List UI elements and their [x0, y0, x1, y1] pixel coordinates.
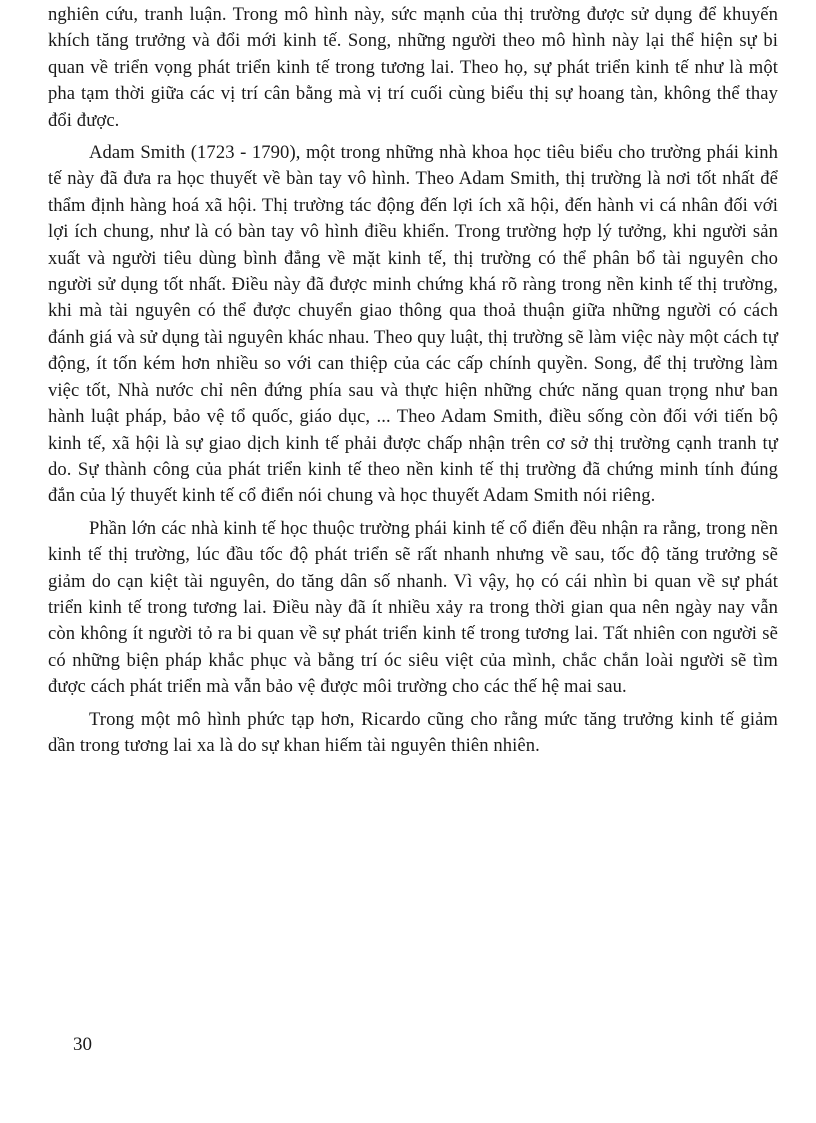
paragraph-adam-smith: Adam Smith (1723 - 1790), một trong những nhà khoa học tiêu biểu cho trường phái kinh tế này đã đưa ra học thuyết về bàn tay vô hình. Theo Adam Smith, thị trường là nơi tốt nhất để thẩm định hàng hoá xã hội. Thị trường tác động đến lợi ích xã hội, đến hành vi cá nhân đối với lợi ích chung, như là có bàn tay vô hình điều khiển. Trong trường hợp lý tưởng, khi người sản xuất và người tiêu dùng bình đẳng về mặt kinh tế, thị trường có thể phân bổ tài nguyên cho người sử dụng tốt nhất. Điều này đã được minh chứng khá rõ ràng trong nền kinh tế thị trường, khi mà tài nguyên có thể được chuyển giao thông qua thoả thuận giữa những người có cách đánh giá và sử dụng tài nguyên khác nhau. Theo quy luật, thị trường sẽ làm việc này một cách tự động, ít tốn kém hơn nhiều so với can thiệp của các cấp chính quyền. Song, để thị trường làm việc tốt, Nhà nước chỉ nên đứng phía sau và thực hiện những chức năng quan trọng như ban hành luật pháp, bảo vệ tổ quốc, giáo dục, ... Theo Adam Smith, điều sống còn đối với tiến bộ kinh tế, xã hội là sự giao dịch kinh tế phải được chấp nhận trên cơ sở thị trường cạnh tranh tự do. Sự thành công của phát triển kinh tế theo nền kinh tế thị trường đã chứng minh tính đúng đắn của lý thuyết kinh tế cổ điển nói chung và học thuyết Adam Smith nói riêng.	[48, 142, 778, 507]
page-body	[48, 2, 778, 765]
paragraph-classical-economists: Phần lớn các nhà kinh tế học thuộc trường phái kinh tế cổ điển đều nhận ra rằng, trong nền kinh tế thị trường, lúc đầu tốc độ phát triển sẽ rất nhanh nhưng về sau, tốc độ tăng trưởng sẽ giảm do cạn kiệt tài nguyên, do tăng dân số nhanh. Vì vậy, họ có cái nhìn bi quan về sự phát triển kinh tế trong tương lai. Điều này đã ít nhiều xảy ra trong thời gian qua nên ngày nay vẫn còn không ít người tỏ ra bi quan về sự phát triển kinh tế trong tương lai. Tất nhiên con người sẽ có những biện pháp khắc phục và bằng trí óc siêu việt của mình, chắc chắn loài người sẽ tìm được cách phát triển mà vẫn bảo vệ được môi trường cho các thế hệ mai sau.	[48, 517, 778, 698]
paragraph-ricardo: Trong một mô hình phức tạp hơn, Ricardo cũng cho rằng mức tăng trưởng kinh tế giảm dần trong tương lai xa là do sự khan hiếm tài nguyên thiên nhiên.	[48, 708, 778, 756]
page-number: 30	[73, 1034, 92, 1055]
paragraph-continued: nghiên cứu, tranh luận. Trong mô hình này, sức mạnh của thị trường được sử dụng để khuyến khích tăng trưởng và đổi mới kinh tế. Song, những người theo mô hình này lại thể hiện sự bi quan về triển vọng phát triển kinh tế trong tương lai. Theo họ, sự phát triển kinh tế như là một pha tạm thời giữa các vị trí cân bằng mà vị trí cuối cùng biểu thị sự hoang tàn, không thể thay đổi được.	[48, 4, 778, 131]
